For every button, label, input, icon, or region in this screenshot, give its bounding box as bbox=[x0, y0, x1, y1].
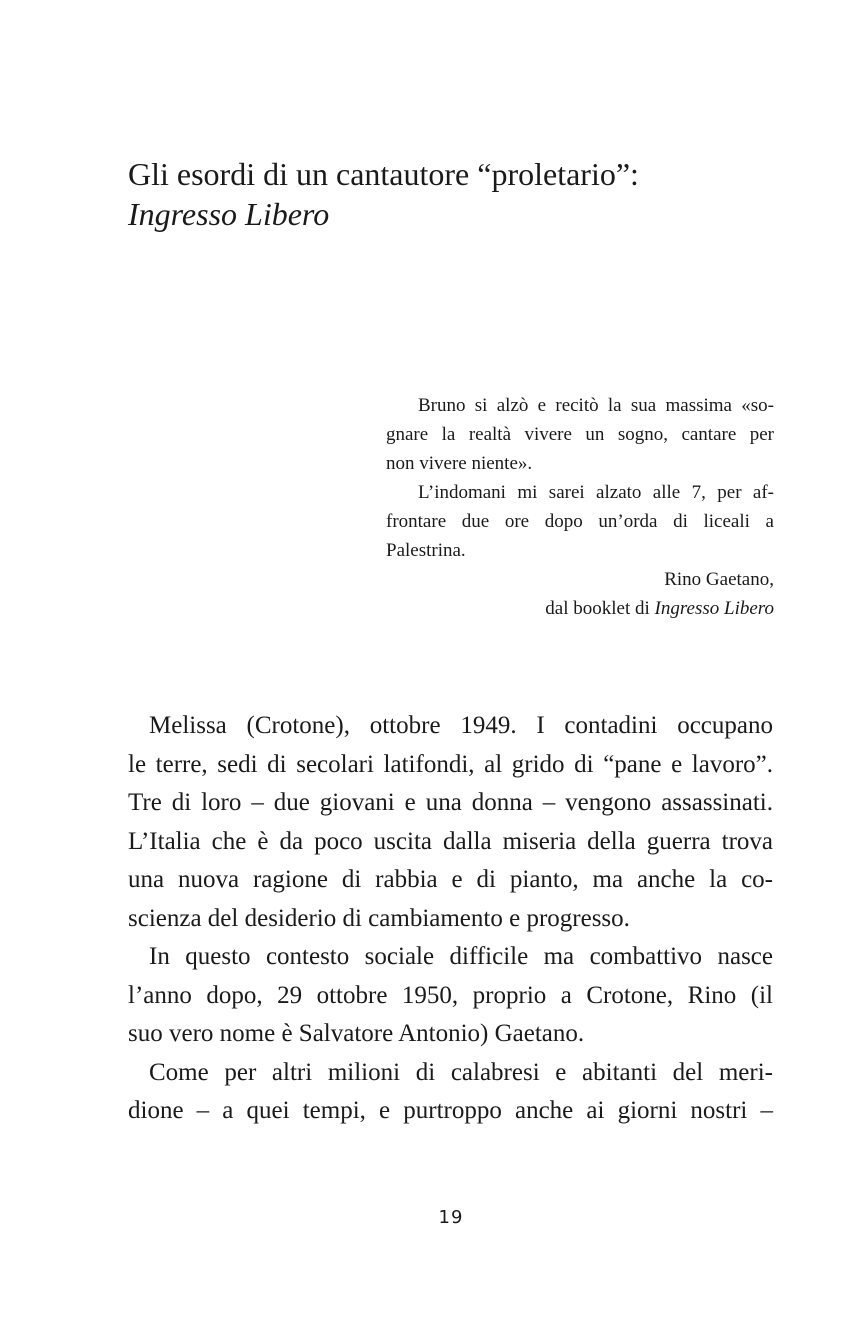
body-line: scienza del desiderio di cambiamento e progresso. bbox=[128, 904, 630, 932]
body-line: le terre, sedi di secolari latifondi, al grido di “pane e lavoro”. bbox=[128, 750, 773, 778]
body-line: l’anno dopo, 29 ottobre 1950, proprio a Crotone, Rino (il bbox=[128, 981, 773, 1009]
epigraph-line: Palestrina. bbox=[386, 540, 466, 561]
body-line: Melissa (Crotone), ottobre 1949. I contadini occupano bbox=[149, 712, 773, 739]
chapter-title-subtitle: Ingresso Libero bbox=[128, 196, 330, 232]
body-line: Tre di loro – due giovani e una donna – vengono assassinati. bbox=[128, 789, 773, 816]
page-number: 19 bbox=[438, 1207, 464, 1228]
epigraph-source bbox=[386, 594, 774, 623]
epigraph-line: gnare la realtà vivere un sogno, cantare per bbox=[386, 424, 774, 445]
epigraph-line: frontare due ore dopo un’orda di liceali a bbox=[386, 511, 774, 532]
epigraph-author: Rino Gaetano, bbox=[664, 569, 774, 590]
epigraph-line: L’indomani mi sarei alzato alle 7, per af- bbox=[418, 482, 774, 503]
body-line: L’Italia che è da poco uscita dalla miseria della guerra trova bbox=[128, 827, 773, 855]
epigraph-line: non vivere niente». bbox=[386, 453, 533, 474]
body-line: suo vero nome è Salvatore Antonio) Gaetano. bbox=[128, 1020, 585, 1047]
body-line: Come per altri milioni di calabresi e abitanti del meri- bbox=[149, 1058, 773, 1086]
chapter-title bbox=[128, 154, 788, 234]
body-line: dione – a quei tempi, e purtroppo anche ai giorni nostri – bbox=[128, 1097, 773, 1124]
chapter-title-main: Gli esordi di un cantautore “proletario”: bbox=[128, 156, 639, 192]
epigraph bbox=[386, 391, 774, 623]
epigraph-line: Bruno si alzò e recitò la sua massima «so- bbox=[418, 395, 774, 416]
body-text bbox=[128, 707, 773, 1131]
epigraph-source-prefix: dal booklet di bbox=[545, 598, 655, 619]
body-line: In questo contesto sociale difficile ma combattivo nasce bbox=[149, 943, 773, 970]
body-line: una nuova ragione di rabbia e di pianto, ma anche la co- bbox=[128, 866, 773, 893]
epigraph-source-title: Ingresso Libero bbox=[654, 598, 774, 619]
